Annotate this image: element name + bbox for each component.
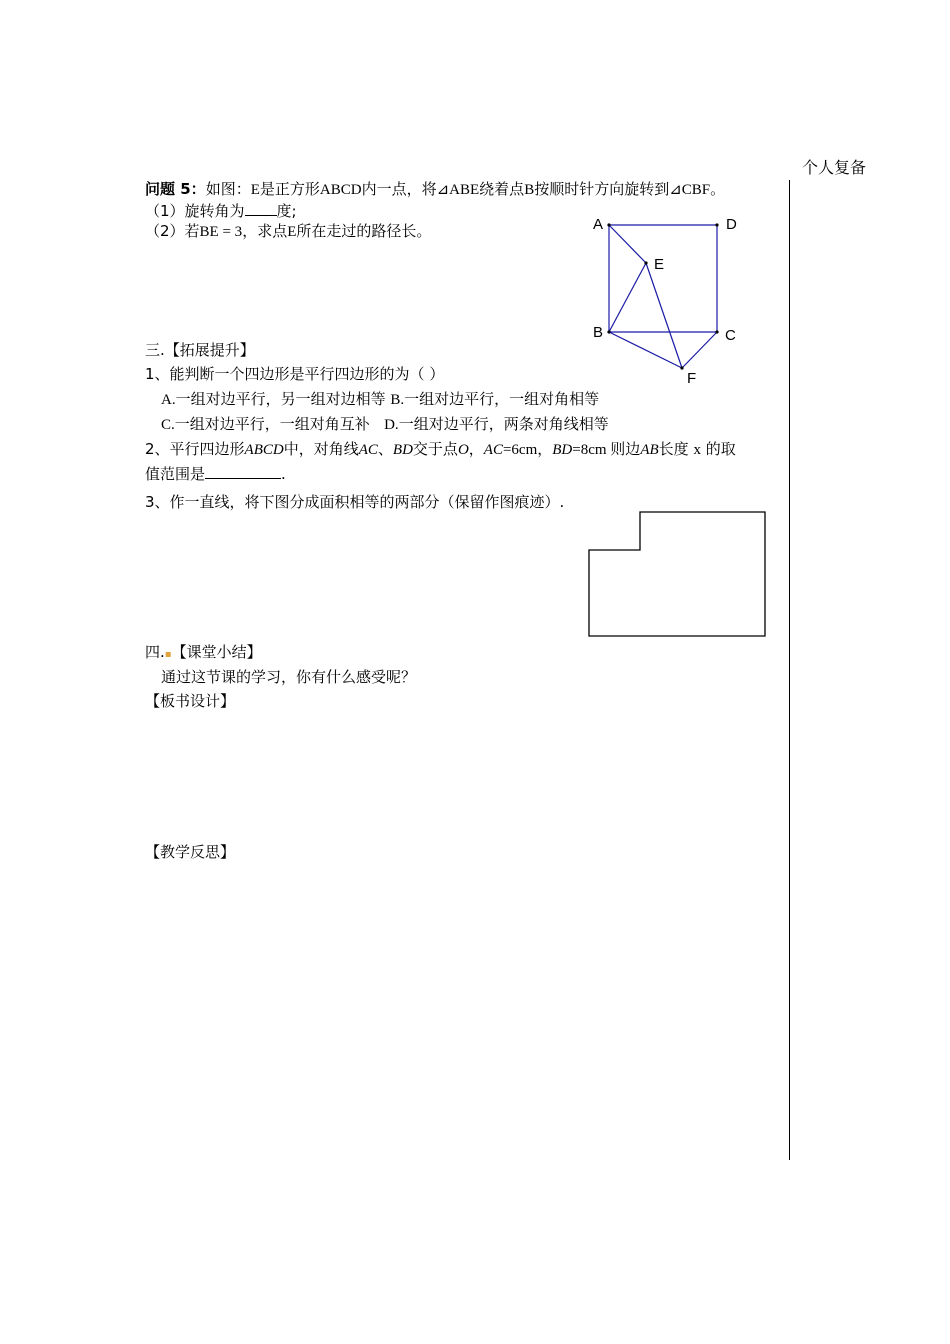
problem5-text-a: 如图： [205, 180, 251, 198]
l-shape-outline [589, 512, 765, 636]
label-f: F [687, 370, 697, 387]
option-b-letter: B. [390, 392, 405, 408]
q2-text-i: 的取 [705, 440, 736, 458]
problem5-colon: ： [190, 180, 206, 198]
q2-bd2: BD [552, 442, 573, 458]
problem5-point-e: E [250, 182, 260, 198]
q2-text-c: 、 [377, 440, 393, 458]
reflection-heading: 【教学反思】 [145, 843, 236, 861]
q2-o: O [457, 442, 469, 458]
option-a-letter: A. [161, 392, 176, 408]
problem5-text-e: 按顺时针方向旋转到 [534, 180, 670, 198]
q2-text-d: 交于点 [412, 440, 458, 458]
section3-q1: 1、能判断一个四边形是平行四边形的为（ ） [145, 365, 445, 383]
section3-q2-line2 [145, 463, 286, 485]
problem5-text-b: 是正方形 [259, 180, 320, 198]
section3-q1-options-ab [161, 388, 599, 411]
problem5-text-d: 绕着点 [479, 180, 525, 198]
q2-ac: AC [358, 442, 378, 458]
segment-be [609, 263, 646, 332]
problem5-q2-text-a: （2）若 [145, 222, 200, 240]
problem5-triangle-abe: ⊿ABE [436, 182, 480, 198]
q2-bd: BD [392, 442, 413, 458]
problem5-text-f: 。 [710, 180, 726, 198]
section4-text: 通过这节课的学习，你有什么感受呢？ [161, 668, 417, 686]
problem5-q2-text-c: 所在走过的路径长。 [296, 222, 432, 240]
problem5-q1-blank[interactable] [245, 201, 277, 216]
problem5-q2-be: BE = 3 [199, 224, 243, 240]
problem5-q2-e: E [287, 224, 297, 240]
problem5-square-name: ABCD [319, 182, 362, 198]
problem5-q2 [145, 220, 431, 243]
option-d-letter: D. [384, 417, 399, 433]
margin-label: 个人复备 [802, 158, 867, 177]
l-shape-figure [585, 508, 770, 643]
option-c-text: 一组对边平行，一组对角互补 [174, 415, 370, 433]
section4-number: 四. [145, 643, 165, 661]
label-a: A [593, 216, 604, 233]
q2-text-a: 2、平行四边形 [145, 440, 245, 458]
q2-text-f: =6cm， [502, 442, 553, 458]
option-d-text: 一组对边平行，两条对角线相等 [398, 415, 609, 433]
section3-q3: 3、作一直线，将下图分成面积相等的两部分（保留作图痕迹）. [145, 493, 565, 511]
problem5-q1 [145, 200, 297, 222]
problem5-q1-text: （1）旋转角为 [145, 202, 245, 220]
option-a-text: 一组对边平行，另一组对边相等 [175, 390, 386, 408]
problem5-title: 问题 5 [145, 180, 191, 198]
problem5-statement [145, 178, 725, 201]
q2-text-b: 中，对角线 [283, 440, 359, 458]
problem5-point-b: B [524, 182, 535, 198]
problem5-text-c: 内一点，将 [361, 180, 437, 198]
problem5-triangle-cbf: ⊿CBF [669, 182, 711, 198]
q2-text-h: 长度 [658, 440, 689, 458]
section4-dot-decoration: ▪ [164, 649, 172, 660]
option-b-text: 一组对边平行，一组对角相等 [404, 390, 600, 408]
q2-ac2: AC [483, 442, 503, 458]
section3-heading: 三.【拓展提升】 [145, 341, 255, 359]
point-b [607, 330, 610, 333]
segment-cf [682, 332, 717, 368]
problem5-q2-text-b: ，求点 [242, 222, 288, 240]
label-b: B [593, 324, 604, 341]
q2-end: . [281, 465, 286, 483]
point-f [680, 366, 683, 369]
rotation-figure [580, 205, 760, 390]
section3-q1-options-cd [161, 413, 609, 436]
section3-q2 [145, 438, 736, 461]
label-c: C [725, 327, 736, 344]
q2-text-e: ， [468, 440, 484, 458]
point-a [607, 223, 610, 226]
problem5-q1-unit: 度; [276, 202, 297, 220]
label-d: D [726, 216, 737, 233]
segment-ae [609, 225, 646, 263]
board-design-heading: 【板书设计】 [145, 692, 236, 710]
section4-title: 【课堂小结】 [171, 643, 262, 661]
q2-text-g: =8cm 则边 [572, 442, 641, 458]
point-c [715, 330, 718, 333]
option-c-letter: C. [161, 417, 175, 433]
section4-heading [145, 641, 262, 666]
margin-divider [789, 180, 790, 1160]
point-e [644, 261, 647, 264]
q2-ab: AB [640, 442, 659, 458]
q2-range-text: 值范围是 [145, 465, 206, 483]
q2-answer-blank[interactable] [205, 464, 281, 479]
q2-x: x [693, 442, 701, 458]
q2-abcd: ABCD [244, 442, 284, 458]
point-d [715, 223, 718, 226]
label-e: E [654, 256, 665, 273]
